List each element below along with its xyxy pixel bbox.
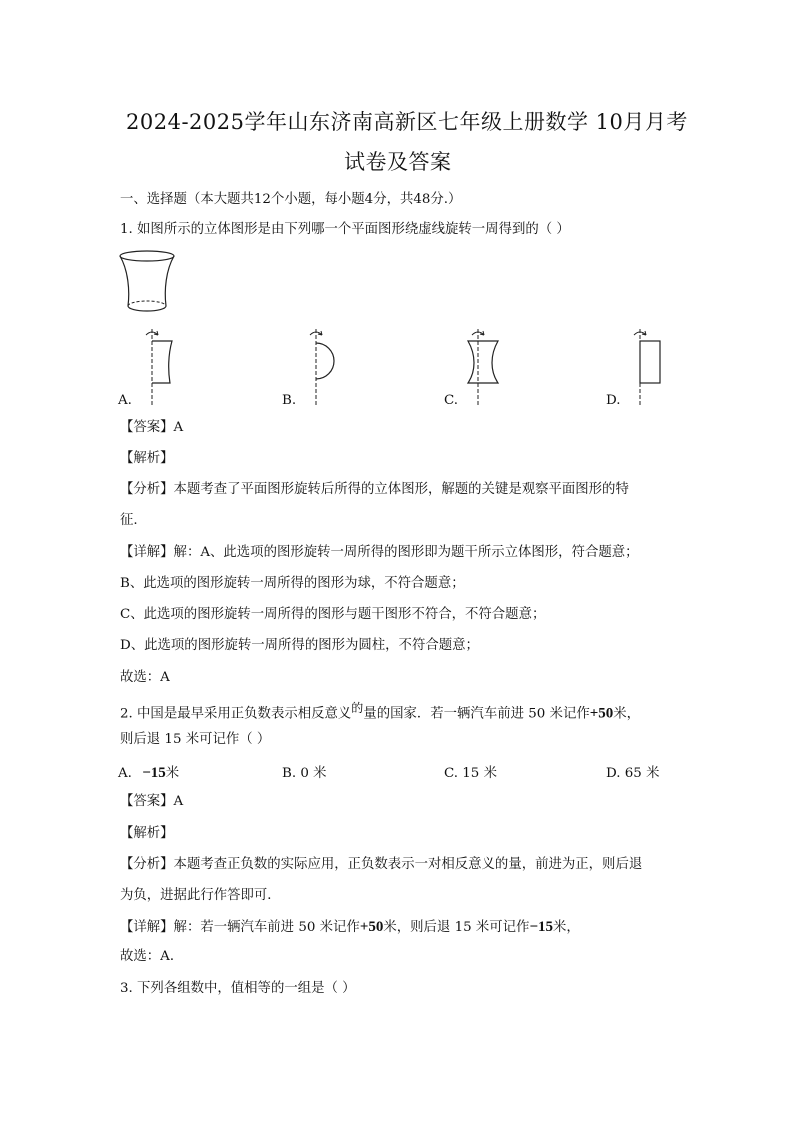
q2-fenxi-line2: 为负，进据此行作答即可． (120, 888, 281, 903)
q2-option-d: D. 65 米 (606, 766, 660, 781)
q1-detail-line3: C、此选项的图形旋转一周所得的图形与题干图形不符合，不符合题意； (120, 607, 546, 622)
q3-stem: 3. 下列各组数中，值相等的一组是（ ） (120, 981, 356, 996)
q2-choose: 故选：A． (120, 949, 184, 964)
q2-option-a-unit: 米 (165, 766, 180, 781)
q1-option-a-label: A. (118, 393, 132, 408)
q2-stem-part4: 米， (613, 706, 641, 722)
q2-stem-line2: 则后退 15 米可记作（ ） (120, 732, 271, 747)
q2-detail-part2: 米，则后退 15 米可记作 (383, 920, 530, 935)
q2-option-a-value: −15 (142, 765, 166, 781)
q2-detail-part3: 米， (553, 920, 580, 935)
q2-answer: 【答案】A (120, 794, 184, 809)
q2-detail-minus15: −15 (529, 919, 554, 935)
q1-solid-figure (114, 248, 184, 320)
q2-detail-line (120, 916, 580, 936)
q2-option-b: B. 0 米 (282, 766, 327, 781)
q1-detail-line1: 【详解】解：A、此选项的图形旋转一周所得的图形即为题干所示立体图形，符合题意； (120, 545, 639, 560)
q2-stem-line1 (120, 699, 640, 722)
q1-answer: 【答案】A (120, 420, 184, 435)
q2-stem-part3: 量的国家．若一辆汽车前进 50 米记作 (363, 706, 590, 722)
q1-stem: 1. 如图所示的立体图形是由下列哪一个平面图形绕虚线旋转一周得到的（ ） (120, 222, 570, 237)
q1-fenxi-line1: 【分析】本题考查了平面图形旋转后所得的立体图形，解题的关键是观察平面图形的特 (120, 482, 629, 497)
page-title-line2: 试卷及答案 (344, 150, 452, 174)
q1-fenxi-line2: 征. (120, 513, 138, 528)
q1-detail-line4: D、此选项的图形旋转一周所得的图形为圆柱，不符合题意； (120, 638, 479, 653)
q2-option-c: C. 15 米 (444, 766, 497, 781)
page-title-line1: 2024-2025学年山东济南高新区七年级上册数学 10月月考 (126, 110, 688, 134)
q1-analysis-label: 【解析】 (120, 451, 174, 466)
q1-option-a-figure (140, 325, 184, 407)
q2-fenxi-line1: 【分析】本题考查正负数的实际应用，正负数表示一对相反意义的量，前进为正，则后退 (120, 857, 643, 872)
q2-detail-plus50: +50 (359, 919, 384, 935)
q1-option-d-label: D. (606, 393, 621, 408)
q1-option-b-label: B. (282, 393, 297, 408)
q2-option-a (118, 762, 179, 782)
q2-plus50: +50 (589, 705, 614, 722)
q2-detail-part1: 【详解】解：若一辆汽车前进 50 米记作 (120, 920, 360, 935)
q2-stem-part1: 2. 中国是最早采用正负数表示相反意义 (120, 706, 352, 722)
section-header: 一、选择题（本大题共12个小题，每小题4分，共48分.） (120, 192, 462, 207)
q2-analysis-label: 【解析】 (120, 826, 174, 841)
q2-option-a-label: A. (118, 766, 132, 781)
q2-stem-part2: 的 (351, 701, 364, 715)
q1-option-c-figure (466, 325, 510, 407)
q1-option-b-figure (304, 325, 348, 407)
q1-option-c-label: C. (444, 393, 459, 408)
q1-option-d-figure (628, 325, 672, 407)
q1-choose: 故选：A (120, 670, 170, 685)
q1-detail-line2: B、此选项的图形旋转一周所得的图形为球，不符合题意； (120, 576, 465, 591)
